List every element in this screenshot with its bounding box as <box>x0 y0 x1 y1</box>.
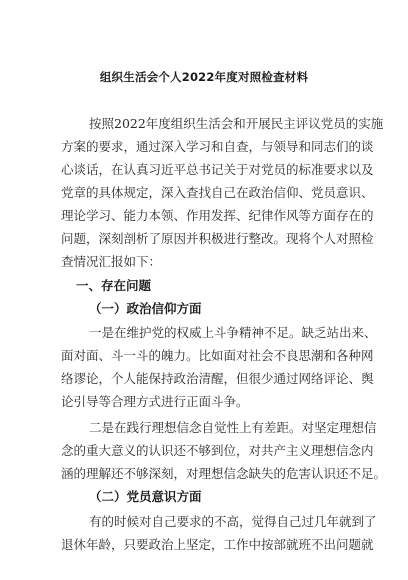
para-1-line-3: 络谬论，个人能保持政治清醒，但很少通过网络评论、舆 <box>61 371 374 386</box>
para-2-line-1: 二是在践行理想信念自觉性上有差距。对坚定理想信 <box>89 420 377 435</box>
para-3-line-2: 退休年龄，只要政治上坚定，工作中按部就班不出问题就 <box>61 537 374 552</box>
para-1-line-2: 面对面、斗一斗的魄力。比如面对社会不良思潮和各种网 <box>61 348 374 363</box>
intro-line-3: 心谈话，在认真习近平总书记关于对党员的标准要求以及 <box>61 162 374 177</box>
para-1-line-1: 一是在维护党的权威上斗争精神不足。缺乏站出来、 <box>89 325 377 340</box>
para-2-line-2: 念的重大意义的认识还不够到位，对共产主义理想信念内 <box>61 443 374 458</box>
para-3-line-1: 有的时候对自己要求的不高，觉得自己过几年就到了 <box>89 514 377 529</box>
intro-line-6: 问题，深刻剖析了原因并积极进行整改。现将个人对照检 <box>61 231 374 246</box>
document-title: 组织生活会个人2022年度对照检查材料 <box>99 70 309 84</box>
subsection-heading-political-belief: （一）政治信仰方面 <box>89 301 202 316</box>
section-heading-problems: 一、存在问题 <box>76 278 152 293</box>
intro-line-2: 方案的要求，通过深入学习和自查，与领导和同志们的谈 <box>61 139 374 154</box>
para-2-line-3: 涵的理解还不够深刻，对理想信念缺失的危害认识还不足。 <box>61 466 387 481</box>
intro-line-4: 党章的具体规定，深入查找自己在政治信仰、党员意识、 <box>61 185 374 200</box>
intro-line-5: 理论学习、能力本领、作用发挥、纪律作风等方面存在的 <box>61 208 374 223</box>
para-1-line-4: 论引导等合理方式进行正面斗争。 <box>61 394 249 409</box>
intro-line-1: 按照2022年度组织生活会和开展民主评议党员的实施 <box>89 116 384 131</box>
intro-line-7: 查情况汇报如下： <box>61 254 162 269</box>
subsection-heading-party-awareness: （二）党员意识方面 <box>89 489 202 504</box>
